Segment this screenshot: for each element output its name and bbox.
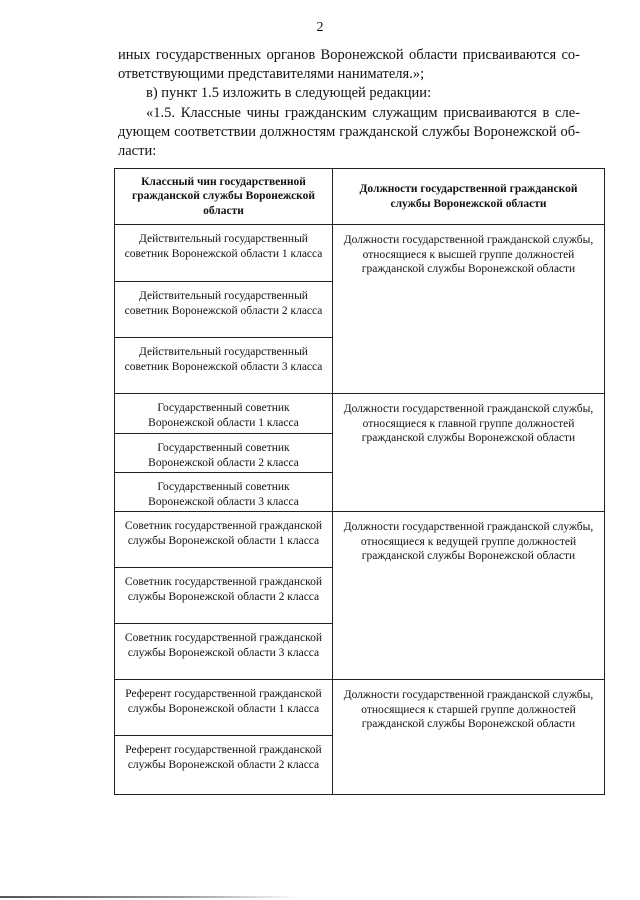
body-text [118,46,580,84]
scan-edge-line [0,896,300,898]
rank-cell: Референт государственной гражданской службы Воронежской области 2 класса [115,736,333,795]
paragraph-clause-1-5: «1.5. Классные чины гражданским служащим присваиваются в сле-дующем соответствии должностям гражданской службы Воронежской об-ласти: [118,105,580,159]
page-number: 2 [316,20,324,35]
position-cell: Должности государственной гражданской службы, относящиеся к старшей группе должностей гражданской службы Воронежской области [333,680,605,795]
rank-cell: Государственный советник Воронежской области 3 класса [115,473,333,512]
body-text [118,104,580,161]
rank-cell: Действительный государственный советник Воронежской области 2 класса [115,282,333,338]
table-row [115,512,605,568]
ranks-positions-table [114,168,605,795]
paragraph-continuation: иных государственных органов Воронежской области присваиваются со-ответствующими представителями нанимателя.»; [118,47,580,82]
body-text [118,84,580,103]
table-row [115,225,605,282]
rank-cell: Советник государственной гражданской службы Воронежской области 1 класса [115,512,333,568]
position-cell: Должности государственной гражданской службы, относящиеся к ведущей группе должностей гражданской службы Воронежской области [333,512,605,680]
rank-cell: Референт государственной гражданской службы Воронежской области 1 класса [115,680,333,736]
rank-cell: Действительный государственный советник Воронежской области 1 класса [115,225,333,282]
position-cell: Должности государственной гражданской службы, относящиеся к высшей группе должностей гражданской службы Воронежской области [333,225,605,394]
header-position: Должности государственной гражданской службы Воронежской области [333,169,605,225]
paragraph-amendment: в) пункт 1.5 изложить в следующей редакции: [146,85,432,101]
table-header-row [115,169,605,225]
rank-cell: Государственный советник Воронежской области 1 класса [115,394,333,434]
rank-cell: Советник государственной гражданской службы Воронежской области 3 класса [115,624,333,680]
rank-cell: Государственный советник Воронежской области 2 класса [115,434,333,473]
header-rank: Классный чин государственной гражданской службы Воронежской области [115,169,333,225]
rank-cell: Советник государственной гражданской службы Воронежской области 2 класса [115,568,333,624]
position-cell: Должности государственной гражданской службы, относящиеся к главной группе должностей гражданской службы Воронежской области [333,394,605,512]
rank-cell: Действительный государственный советник Воронежской области 3 класса [115,338,333,394]
table-row [115,394,605,434]
table-row [115,680,605,736]
